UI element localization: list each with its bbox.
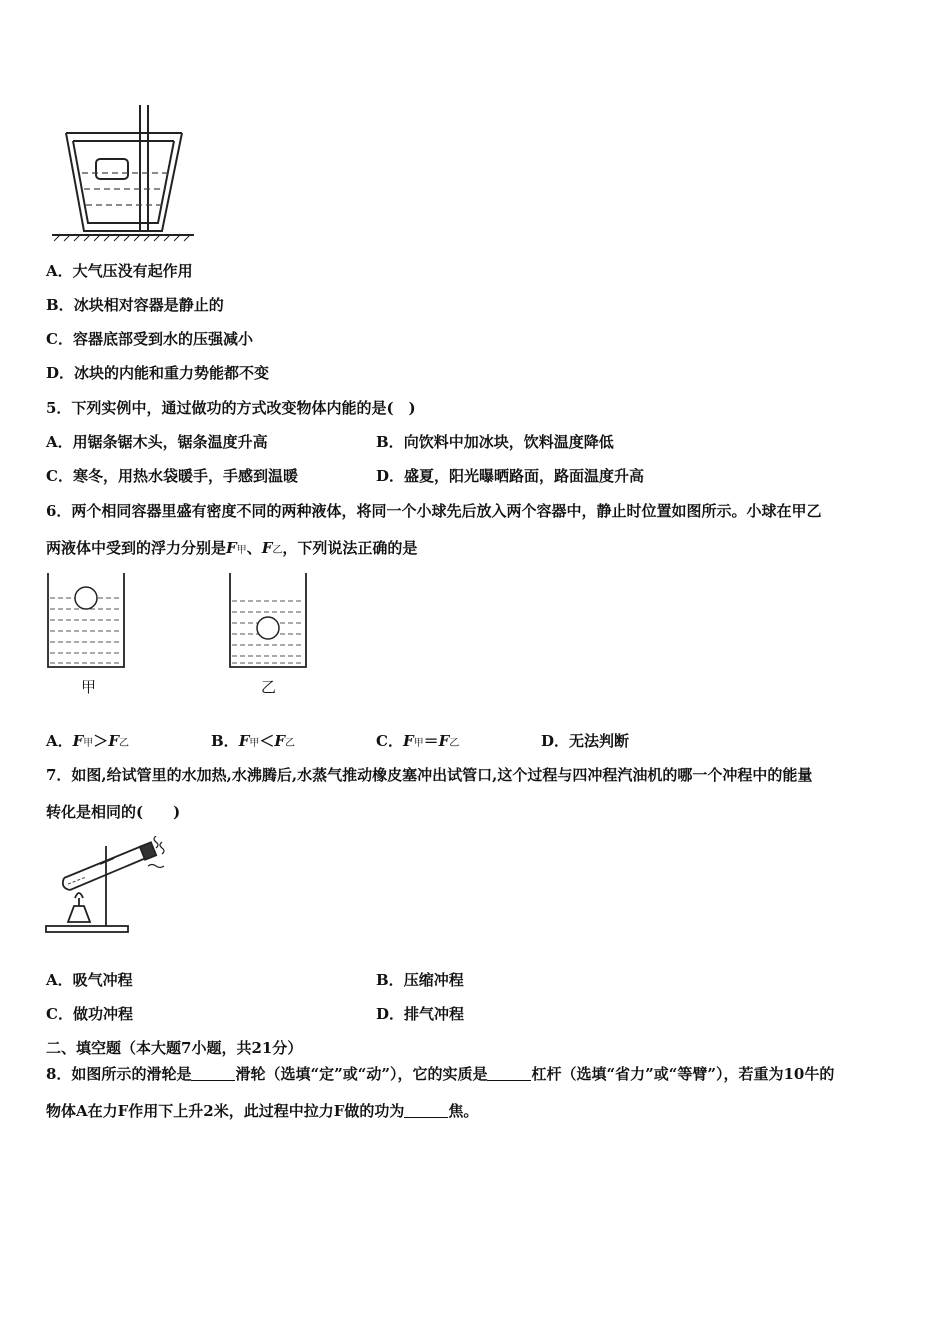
q7-option-a <box>46 970 133 990</box>
stem-text: 物体A在力F作用下上升2米，此过程中拉力F做的功为 <box>46 1102 405 1120</box>
ice-container-figure <box>48 103 198 243</box>
stem-text: ，下列说法正确的是 <box>282 539 418 557</box>
force-symbol: F <box>72 732 84 750</box>
q7-stem-line2: 转化是相同的( ) <box>46 803 181 821</box>
q7-option-b <box>376 970 464 990</box>
force-subscript: 乙 <box>118 738 129 749</box>
stem-text: 两液体中受到的浮力分别是 <box>46 539 227 557</box>
q8-line2 <box>46 1101 478 1121</box>
q8-line1 <box>46 1064 834 1084</box>
option-letter: C． <box>46 330 73 348</box>
option-text: 向饮料中加冰块，饮料温度降低 <box>403 433 614 451</box>
comparison-operator: ＜ <box>259 732 275 750</box>
force-symbol: F <box>108 732 119 750</box>
answer-blank[interactable] <box>404 1103 448 1118</box>
force-subscript: 乙 <box>285 738 296 749</box>
option-text: 寒冬，用热水袋暖手，手感到温暖 <box>72 467 298 485</box>
q5-option-d <box>376 466 644 486</box>
option-letter: D． <box>376 467 405 485</box>
force-symbol: F <box>261 539 273 557</box>
q4-option-a <box>46 261 193 281</box>
beaker-jia-figure <box>44 571 134 671</box>
stem-text: 焦。 <box>448 1102 479 1120</box>
option-text: 做功冲程 <box>72 1005 133 1023</box>
option-letter: B． <box>376 433 404 451</box>
q4-option-b <box>46 295 224 315</box>
force-subscript: 甲 <box>413 738 424 749</box>
q6-option-c <box>376 731 459 754</box>
separator: 、 <box>246 539 262 557</box>
q4-option-d <box>46 363 269 383</box>
option-letter: C． <box>46 467 73 485</box>
option-letter: A． <box>46 971 73 989</box>
option-letter: B． <box>211 732 239 750</box>
force-symbol: F <box>238 732 250 750</box>
beaker-yi-figure <box>226 571 316 671</box>
option-text: 排气冲程 <box>404 1005 465 1023</box>
force-symbol: F <box>274 732 286 750</box>
force-subscript: 乙 <box>272 545 283 556</box>
comparison-operator: ＝ <box>423 732 439 750</box>
force-symbol: F <box>226 539 237 557</box>
option-text: 盛夏，阳光曝晒路面，路面温度升高 <box>404 467 645 485</box>
q5-option-b <box>376 432 614 452</box>
option-text: 冰块的内能和重力势能都不变 <box>74 364 270 382</box>
option-text: 压缩冲程 <box>403 971 464 989</box>
comparison-operator: ＞ <box>93 732 109 750</box>
force-subscript: 乙 <box>449 738 460 749</box>
q5-stem: 5．下列实例中，通过做功的方式改变物体内能的是( ) <box>46 399 416 417</box>
q5-option-c <box>46 466 298 486</box>
q6-stem-line2 <box>46 538 417 561</box>
q6-option-b <box>211 731 295 754</box>
stem-text: 8．如图所示的滑轮是 <box>46 1065 192 1083</box>
option-text: 冰块相对容器是静止的 <box>73 296 224 314</box>
answer-blank[interactable] <box>487 1066 531 1081</box>
force-subscript: 甲 <box>236 545 247 556</box>
option-letter: D． <box>376 1005 405 1023</box>
option-letter: D． <box>541 732 570 750</box>
option-text: 吸气冲程 <box>72 971 133 989</box>
test-tube-heating-figure <box>44 836 174 936</box>
answer-blank[interactable] <box>191 1066 235 1081</box>
q4-option-c <box>46 329 253 349</box>
beaker-jia-label: 甲 <box>81 678 97 696</box>
option-text: 容器底部受到水的压强减小 <box>72 330 253 348</box>
stem-text: 杠杆（选填“省力”或“等臂”），若重为10牛的 <box>531 1065 835 1083</box>
q7-stem-line1: 7．如图,给试管里的水加热,水沸腾后,水蒸气推动橡皮塞冲出试管口,这个过程与四冲程汽油机的哪一个冲程中的能量 <box>46 766 813 784</box>
q6-stem-line1: 6．两个相同容器里盛有密度不同的两种液体，将同一个小球先后放入两个容器中，静止时位置如图所示。小球在甲乙 <box>46 502 822 520</box>
beaker-yi-label: 乙 <box>261 678 277 696</box>
section-heading: 二、填空题（本大题7小题，共21分） <box>46 1039 303 1057</box>
option-letter: C． <box>46 1005 73 1023</box>
option-letter: D． <box>46 364 75 382</box>
force-symbol: F <box>438 732 450 750</box>
stem-text: 滑轮（选填“定”或“动”），它的实质是 <box>235 1065 488 1083</box>
option-letter: B． <box>46 296 74 314</box>
option-letter: A． <box>46 732 73 750</box>
option-text: 大气压没有起作用 <box>72 262 193 280</box>
force-subscript: 甲 <box>83 738 94 749</box>
q7-option-d <box>376 1004 464 1024</box>
force-subscript: 甲 <box>249 738 260 749</box>
q5-option-a <box>46 432 268 452</box>
option-letter: B． <box>376 971 404 989</box>
option-text: 用锯条锯木头，锯条温度升高 <box>72 433 268 451</box>
force-symbol: F <box>402 732 414 750</box>
option-letter: A． <box>46 262 73 280</box>
q6-option-d <box>541 731 629 751</box>
option-letter: C． <box>376 732 403 750</box>
q7-option-c <box>46 1004 133 1024</box>
option-text: 无法判断 <box>569 732 630 750</box>
q6-option-a <box>46 731 129 754</box>
option-letter: A． <box>46 433 73 451</box>
